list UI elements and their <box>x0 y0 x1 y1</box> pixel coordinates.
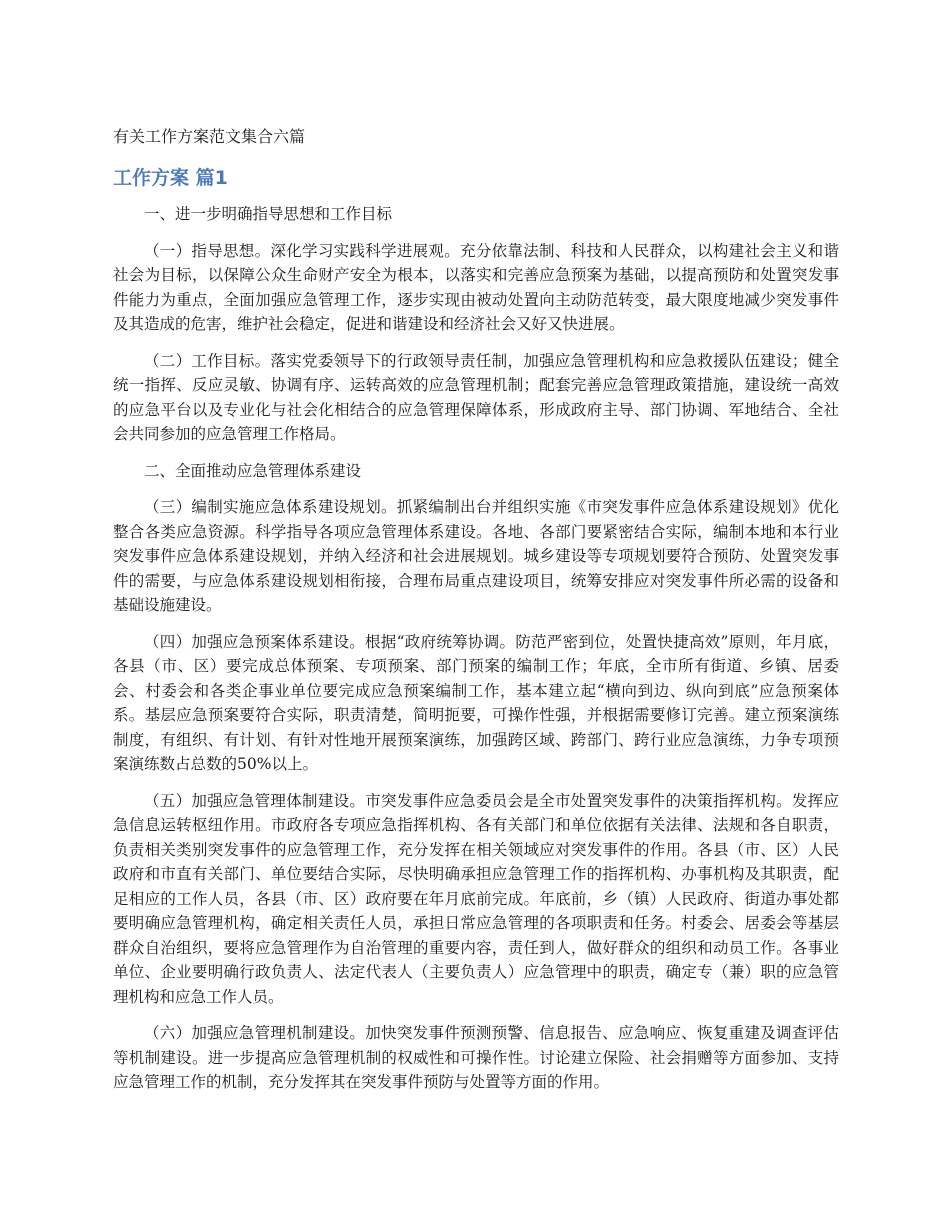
outline-heading-2: 二、全面推动应急管理体系建设 <box>144 461 362 480</box>
document-title: 有关工作方案范文集合六篇 <box>113 127 306 146</box>
paragraph-system-planning: （三）编制实施应急体系建设规划。抓紧编制出台并组织实施《市突发事件应急体系建设规划》优化整合各类应急资源。科学指导各项应急管理体系建设。各地、各部门要紧密结合实际，编制本地和本行业突发事件应急体系建设规划，并纳入经济和社会进展规划。城乡建设等专项规划要符合预防、处置突发事件的需要，与应急体系建设规划相衔接，合理布局重点建设项目，统筹安排应对突发事件所必需的设备和基础设施建设。 <box>113 498 839 614</box>
section-heading: 工作方案 篇1 <box>113 167 228 189</box>
paragraph-management-mechanism: （六）加强应急管理机制建设。加快突发事件预测预警、信息报告、应急响应、恢复重建及调查评估等机制建设。进一步提高应急管理机制的权威性和可操作性。讨论建立保险、社会捐赠等方面参加、支持应急管理工作的机制，充分发挥其在突发事件预防与处置等方面的作用。 <box>113 1024 839 1091</box>
paragraph-emergency-plans: （四）加强应急预案体系建设。根据“政府统筹协调。防范严密到位，处置快捷高效”原则，年月底，各县（市、区）要完成总体预案、专项预案、部门预案的编制工作；年底，全市所有街道、乡镇、居委会、村委会和各类企事业单位要完成应急预案编制工作，基本建立起“横向到边、纵向到底”应急预案体系。基层应急预案要符合实际，职责清楚，简明扼要，可操作性强，并根据需要修订完善。建立预案演练制度，有组织、有计划、有针对性地开展预案演练，加强跨区域、跨部门、跨行业应急演练，力争专项预案演练数占总数的50%以上。 <box>113 632 839 773</box>
paragraph-management-structure: （五）加强应急管理体制建设。市突发事件应急委员会是全市处置突发事件的决策指挥机构。发挥应急信息运转枢纽作用。市政府各专项应急指挥机构、各有关部门和单位依据有关法律、法规和各自职责，负责相关类别突发事件的应急管理工作，充分发挥在相关领域应对突发事件的作用。各县（市、区）人民政府和市直有关部门、单位要结合实际，尽快明确承担应急管理工作的指挥机构、办事机构及其职责，配足相应的工作人员，各县（市、区）政府要在年月底前完成。年底前，乡（镇）人民政府、街道办事处都要明确应急管理机构，确定相关责任人员，承担日常应急管理的各项职责和任务。村委会、居委会等基层群众自治组织，要将应急管理作为自治管理的重要内容，责任到人，做好群众的组织和动员工作。各事业单位、企业要明确行政负责人、法定代表人（主要负责人）应急管理中的职责，确定专（兼）职的应急管理机构和应急工作人员。 <box>113 791 839 1006</box>
paragraph-guiding-ideology: （一）指导思想。深化学习实践科学进展观。充分依靠法制、科技和人民群众，以构建社会主义和谐社会为目标，以保障公众生命财产安全为根本，以落实和完善应急预案为基础，以提高预防和处置突发事件能力为重点，全面加强应急管理工作，逐步实现由被动处置向主动防范转变，最大限度地减少突发事件及其造成的危害，维护社会稳定，促进和谐建设和经济社会又好又快进展。 <box>113 241 839 333</box>
paragraph-work-goals: （二）工作目标。落实党委领导下的行政领导责任制，加强应急管理机构和应急救援队伍建设；健全统一指挥、反应灵敏、协调有序、运转高效的应急管理机制；配套完善应急管理政策措施，建设统一高效的应急平台以及专业化与社会化相结合的应急管理保障体系，形成政府主导、部门协调、军地结合、全社会共同参加的应急管理工作格局。 <box>113 351 839 443</box>
outline-heading-1: 一、进一步明确指导思想和工作目标 <box>144 205 393 223</box>
document-body <box>113 202 839 1107</box>
